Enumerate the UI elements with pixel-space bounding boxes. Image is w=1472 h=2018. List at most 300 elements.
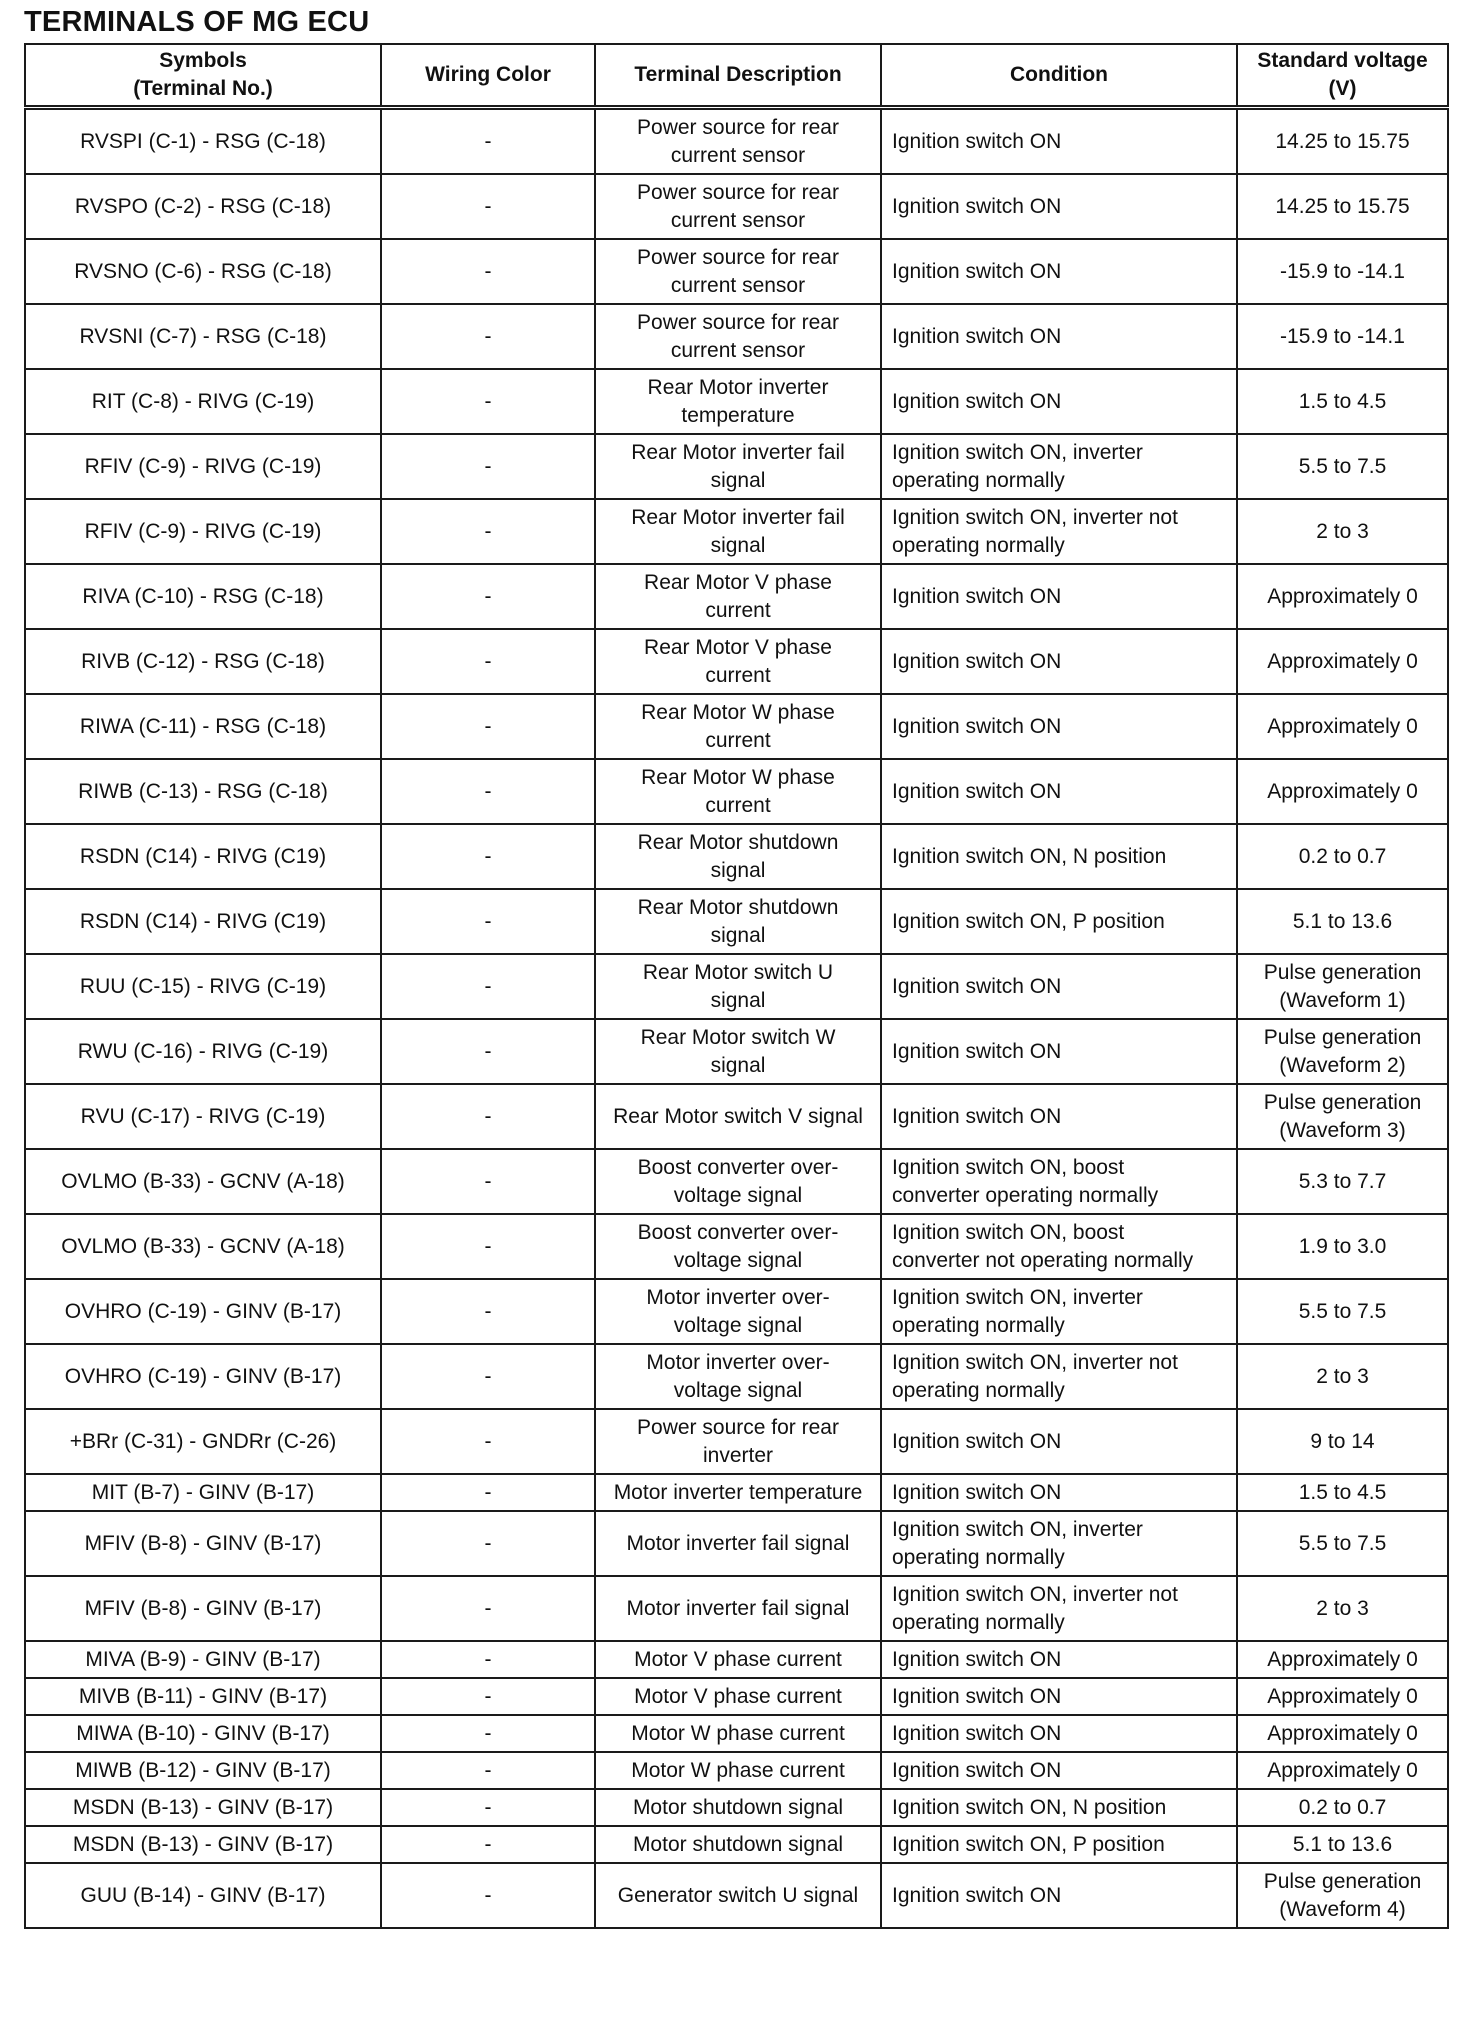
description-cell-line: Power source for rear bbox=[637, 180, 839, 204]
voltage-cell-line: Approximately 0 bbox=[1267, 779, 1418, 803]
description-cell-line: Motor inverter fail signal bbox=[626, 1531, 850, 1555]
page-title: TERMINALS OF MG ECU bbox=[24, 6, 370, 38]
description-cell-line: Motor W phase current bbox=[631, 1758, 845, 1782]
condition-cell-line: Ignition switch ON, inverter not bbox=[892, 1582, 1178, 1606]
voltage-cell-line: Approximately 0 bbox=[1267, 1647, 1418, 1671]
condition-cell bbox=[881, 369, 1237, 434]
voltage-cell bbox=[1237, 1214, 1448, 1279]
wiring-color-cell: - bbox=[381, 1279, 595, 1344]
condition-cell-line: Ignition switch ON, N position bbox=[892, 1795, 1167, 1819]
condition-cell bbox=[881, 499, 1237, 564]
symbol-cell: RIT (C-8) - RIVG (C-19) bbox=[25, 369, 381, 434]
voltage-cell-line: Approximately 0 bbox=[1267, 1684, 1418, 1708]
voltage-cell bbox=[1237, 629, 1448, 694]
description-cell-line: current bbox=[705, 793, 771, 817]
condition-cell bbox=[881, 1826, 1237, 1863]
description-cell bbox=[595, 824, 881, 889]
description-cell-line: voltage signal bbox=[673, 1378, 803, 1402]
voltage-cell bbox=[1237, 1344, 1448, 1409]
condition-cell bbox=[881, 1576, 1237, 1641]
wiring-color-cell: - bbox=[381, 174, 595, 239]
symbol-cell: RUU (C-15) - RIVG (C-19) bbox=[25, 954, 381, 1019]
wiring-color-cell: - bbox=[381, 1344, 595, 1409]
condition-cell bbox=[881, 824, 1237, 889]
condition-cell-line: Ignition switch ON bbox=[892, 1104, 1062, 1128]
wiring-color-cell: - bbox=[381, 564, 595, 629]
description-cell bbox=[595, 1789, 881, 1826]
description-cell bbox=[595, 759, 881, 824]
description-cell-line: temperature bbox=[681, 403, 795, 427]
condition-cell-line: operating normally bbox=[892, 1313, 1065, 1337]
voltage-cell bbox=[1237, 1752, 1448, 1789]
symbol-cell: RIVB (C-12) - RSG (C-18) bbox=[25, 629, 381, 694]
description-cell bbox=[595, 1084, 881, 1149]
symbol-cell: MIVB (B-11) - GINV (B-17) bbox=[25, 1678, 381, 1715]
wiring-color-cell: - bbox=[381, 1084, 595, 1149]
description-cell bbox=[595, 1344, 881, 1409]
condition-cell-line: Ignition switch ON, inverter bbox=[892, 1517, 1143, 1541]
description-cell bbox=[595, 1149, 881, 1214]
symbol-cell: OVHRO (C-19) - GINV (B-17) bbox=[25, 1279, 381, 1344]
symbol-cell: RVU (C-17) - RIVG (C-19) bbox=[25, 1084, 381, 1149]
condition-cell-line: Ignition switch ON bbox=[892, 324, 1062, 348]
description-cell bbox=[595, 629, 881, 694]
description-cell bbox=[595, 1715, 881, 1752]
table-row bbox=[25, 1678, 1448, 1715]
condition-cell bbox=[881, 564, 1237, 629]
voltage-cell bbox=[1237, 1863, 1448, 1928]
wiring-color-cell: - bbox=[381, 1474, 595, 1511]
condition-cell bbox=[881, 954, 1237, 1019]
header-voltage-line1: Standard voltage bbox=[1257, 49, 1428, 72]
voltage-cell-line: 5.5 to 7.5 bbox=[1298, 1531, 1387, 1555]
voltage-cell-line: 5.5 to 7.5 bbox=[1298, 454, 1387, 478]
description-cell-line: signal bbox=[710, 858, 766, 882]
condition-cell bbox=[881, 1019, 1237, 1084]
description-cell-line: Motor W phase current bbox=[631, 1721, 845, 1745]
description-cell-line: current sensor bbox=[670, 143, 806, 167]
description-cell-line: Power source for rear bbox=[637, 310, 839, 334]
voltage-cell bbox=[1237, 954, 1448, 1019]
condition-cell-line: Ignition switch ON bbox=[892, 1758, 1062, 1782]
description-cell-line: Rear Motor switch V signal bbox=[613, 1104, 863, 1128]
condition-cell-line: Ignition switch ON bbox=[892, 1883, 1062, 1907]
voltage-cell-line: (Waveform 1) bbox=[1279, 988, 1406, 1012]
table-row bbox=[25, 1279, 1448, 1344]
description-cell-line: Power source for rear bbox=[637, 245, 839, 269]
symbol-cell: RSDN (C14) - RIVG (C19) bbox=[25, 889, 381, 954]
condition-cell bbox=[881, 434, 1237, 499]
description-cell-line: Rear Motor V phase bbox=[644, 570, 832, 594]
description-cell bbox=[595, 108, 881, 175]
description-cell bbox=[595, 1863, 881, 1928]
table-row bbox=[25, 824, 1448, 889]
table-row bbox=[25, 369, 1448, 434]
voltage-cell-line: (Waveform 4) bbox=[1279, 1897, 1406, 1921]
condition-cell bbox=[881, 239, 1237, 304]
condition-cell bbox=[881, 1641, 1237, 1678]
wiring-color-cell: - bbox=[381, 629, 595, 694]
voltage-cell-line: 5.1 to 13.6 bbox=[1292, 909, 1393, 933]
description-cell-line: Rear Motor switch W bbox=[640, 1025, 836, 1049]
condition-cell-line: Ignition switch ON, P position bbox=[892, 909, 1165, 933]
description-cell-line: Motor inverter over- bbox=[646, 1350, 830, 1374]
description-cell-line: Generator switch U signal bbox=[617, 1883, 859, 1907]
table-body bbox=[25, 108, 1448, 1929]
voltage-cell bbox=[1237, 889, 1448, 954]
header-standard-voltage bbox=[1237, 44, 1448, 108]
symbol-cell: RVSNO (C-6) - RSG (C-18) bbox=[25, 239, 381, 304]
description-cell-line: Rear Motor W phase bbox=[641, 700, 835, 724]
symbol-cell: MSDN (B-13) - GINV (B-17) bbox=[25, 1789, 381, 1826]
table-row bbox=[25, 564, 1448, 629]
table-row bbox=[25, 889, 1448, 954]
table-row bbox=[25, 1789, 1448, 1826]
wiring-color-cell: - bbox=[381, 1149, 595, 1214]
header-symbols bbox=[25, 44, 381, 108]
description-cell-line: current sensor bbox=[670, 208, 806, 232]
table-row bbox=[25, 1409, 1448, 1474]
description-cell-line: Motor inverter temperature bbox=[613, 1480, 863, 1504]
condition-cell bbox=[881, 1752, 1237, 1789]
condition-cell bbox=[881, 174, 1237, 239]
table-row bbox=[25, 1826, 1448, 1863]
table-row bbox=[25, 1084, 1448, 1149]
voltage-cell-line: 5.3 to 7.7 bbox=[1298, 1169, 1387, 1193]
description-cell-line: Motor V phase current bbox=[634, 1684, 842, 1708]
condition-cell-line: Ignition switch ON bbox=[892, 1039, 1062, 1063]
table-row bbox=[25, 304, 1448, 369]
condition-cell-line: Ignition switch ON bbox=[892, 389, 1062, 413]
condition-cell-line: Ignition switch ON bbox=[892, 1429, 1062, 1453]
table-row bbox=[25, 759, 1448, 824]
description-cell bbox=[595, 304, 881, 369]
description-cell bbox=[595, 1576, 881, 1641]
description-cell bbox=[595, 1214, 881, 1279]
condition-cell bbox=[881, 1279, 1237, 1344]
wiring-color-cell: - bbox=[381, 239, 595, 304]
symbol-cell: RIWA (C-11) - RSG (C-18) bbox=[25, 694, 381, 759]
description-cell-line: current bbox=[705, 663, 771, 687]
voltage-cell-line: (Waveform 2) bbox=[1279, 1053, 1406, 1077]
description-cell bbox=[595, 174, 881, 239]
description-cell-line: current bbox=[705, 728, 771, 752]
description-cell bbox=[595, 434, 881, 499]
condition-cell bbox=[881, 629, 1237, 694]
description-cell-line: voltage signal bbox=[673, 1313, 803, 1337]
condition-cell-line: Ignition switch ON bbox=[892, 129, 1062, 153]
condition-cell-line: converter operating normally bbox=[892, 1183, 1159, 1207]
description-cell-line: Rear Motor switch U bbox=[642, 960, 834, 984]
voltage-cell bbox=[1237, 239, 1448, 304]
wiring-color-cell: - bbox=[381, 1641, 595, 1678]
voltage-cell-line: Approximately 0 bbox=[1267, 649, 1418, 673]
condition-cell-line: operating normally bbox=[892, 1610, 1065, 1634]
condition-cell bbox=[881, 1511, 1237, 1576]
description-cell-line: Motor V phase current bbox=[634, 1647, 842, 1671]
voltage-cell-line: Pulse generation bbox=[1263, 1090, 1422, 1114]
description-cell-line: voltage signal bbox=[673, 1248, 803, 1272]
description-cell-line: current sensor bbox=[670, 338, 806, 362]
table-row bbox=[25, 1474, 1448, 1511]
condition-cell-line: Ignition switch ON, P position bbox=[892, 1832, 1165, 1856]
description-cell-line: Motor shutdown signal bbox=[632, 1795, 844, 1819]
description-cell bbox=[595, 239, 881, 304]
condition-cell bbox=[881, 1678, 1237, 1715]
voltage-cell-line: -15.9 to -14.1 bbox=[1280, 259, 1405, 283]
voltage-cell-line: 0.2 to 0.7 bbox=[1298, 1795, 1387, 1819]
voltage-cell-line: 5.5 to 7.5 bbox=[1298, 1299, 1387, 1323]
condition-cell-line: Ignition switch ON, boost bbox=[892, 1155, 1125, 1179]
voltage-cell bbox=[1237, 1474, 1448, 1511]
voltage-cell-line: 14.25 to 15.75 bbox=[1275, 129, 1410, 153]
voltage-cell bbox=[1237, 1789, 1448, 1826]
voltage-cell bbox=[1237, 108, 1448, 175]
condition-cell bbox=[881, 1214, 1237, 1279]
description-cell-line: Rear Motor V phase bbox=[644, 635, 832, 659]
table-row bbox=[25, 1149, 1448, 1214]
symbol-cell: RFIV (C-9) - RIVG (C-19) bbox=[25, 499, 381, 564]
symbol-cell: RIWB (C-13) - RSG (C-18) bbox=[25, 759, 381, 824]
condition-cell bbox=[881, 759, 1237, 824]
voltage-cell-line: 2 to 3 bbox=[1316, 519, 1369, 543]
voltage-cell-line: Pulse generation bbox=[1263, 1025, 1422, 1049]
symbol-cell: +BRr (C-31) - GNDRr (C-26) bbox=[25, 1409, 381, 1474]
voltage-cell-line: 2 to 3 bbox=[1316, 1364, 1369, 1388]
voltage-cell-line: Approximately 0 bbox=[1267, 714, 1418, 738]
voltage-cell bbox=[1237, 759, 1448, 824]
table-row bbox=[25, 1641, 1448, 1678]
description-cell bbox=[595, 694, 881, 759]
description-cell bbox=[595, 1474, 881, 1511]
description-cell bbox=[595, 564, 881, 629]
voltage-cell-line: (Waveform 3) bbox=[1279, 1118, 1406, 1142]
wiring-color-cell: - bbox=[381, 1019, 595, 1084]
wiring-color-cell: - bbox=[381, 108, 595, 175]
condition-cell-line: Ignition switch ON bbox=[892, 714, 1062, 738]
description-cell bbox=[595, 1826, 881, 1863]
header-row bbox=[25, 44, 1448, 108]
wiring-color-cell: - bbox=[381, 1576, 595, 1641]
condition-cell-line: Ignition switch ON bbox=[892, 649, 1062, 673]
voltage-cell-line: 14.25 to 15.75 bbox=[1275, 194, 1410, 218]
condition-cell-line: Ignition switch ON, inverter bbox=[892, 440, 1143, 464]
condition-cell-line: converter not operating normally bbox=[892, 1248, 1194, 1272]
table-row bbox=[25, 1344, 1448, 1409]
symbol-cell: RVSPO (C-2) - RSG (C-18) bbox=[25, 174, 381, 239]
table-row bbox=[25, 954, 1448, 1019]
description-cell bbox=[595, 1409, 881, 1474]
voltage-cell bbox=[1237, 174, 1448, 239]
voltage-cell-line: 9 to 14 bbox=[1310, 1429, 1375, 1453]
condition-cell bbox=[881, 694, 1237, 759]
symbol-cell: GUU (B-14) - GINV (B-17) bbox=[25, 1863, 381, 1928]
voltage-cell bbox=[1237, 1678, 1448, 1715]
voltage-cell-line: 0.2 to 0.7 bbox=[1298, 844, 1387, 868]
description-cell-line: signal bbox=[710, 468, 766, 492]
voltage-cell-line: Pulse generation bbox=[1263, 1869, 1422, 1893]
header-symbols-line2: (Terminal No.) bbox=[133, 77, 273, 100]
voltage-cell-line: 1.9 to 3.0 bbox=[1298, 1234, 1387, 1258]
wiring-color-cell: - bbox=[381, 1409, 595, 1474]
condition-cell bbox=[881, 304, 1237, 369]
wiring-color-cell: - bbox=[381, 1826, 595, 1863]
wiring-color-cell: - bbox=[381, 434, 595, 499]
table-row bbox=[25, 174, 1448, 239]
voltage-cell bbox=[1237, 1279, 1448, 1344]
description-cell-line: signal bbox=[710, 923, 766, 947]
condition-cell-line: Ignition switch ON bbox=[892, 1480, 1062, 1504]
voltage-cell bbox=[1237, 1019, 1448, 1084]
voltage-cell bbox=[1237, 1511, 1448, 1576]
wiring-color-cell: - bbox=[381, 694, 595, 759]
condition-cell-line: Ignition switch ON bbox=[892, 1721, 1062, 1745]
voltage-cell bbox=[1237, 694, 1448, 759]
description-cell-line: Rear Motor inverter fail bbox=[631, 505, 845, 529]
symbol-cell: MSDN (B-13) - GINV (B-17) bbox=[25, 1826, 381, 1863]
condition-cell bbox=[881, 1084, 1237, 1149]
description-cell-line: Rear Motor inverter fail bbox=[631, 440, 845, 464]
wiring-color-cell: - bbox=[381, 759, 595, 824]
wiring-color-cell: - bbox=[381, 889, 595, 954]
condition-cell bbox=[881, 1789, 1237, 1826]
voltage-cell bbox=[1237, 1826, 1448, 1863]
condition-cell-line: Ignition switch ON, inverter bbox=[892, 1285, 1143, 1309]
condition-cell bbox=[881, 108, 1237, 175]
description-cell bbox=[595, 954, 881, 1019]
wiring-color-cell: - bbox=[381, 1678, 595, 1715]
wiring-color-cell: - bbox=[381, 1214, 595, 1279]
wiring-color-cell: - bbox=[381, 1752, 595, 1789]
condition-cell-line: Ignition switch ON bbox=[892, 974, 1062, 998]
wiring-color-cell: - bbox=[381, 1789, 595, 1826]
condition-cell-line: Ignition switch ON bbox=[892, 1684, 1062, 1708]
voltage-cell bbox=[1237, 434, 1448, 499]
header-condition: Condition bbox=[881, 44, 1237, 108]
condition-cell bbox=[881, 1149, 1237, 1214]
voltage-cell-line: Pulse generation bbox=[1263, 960, 1422, 984]
voltage-cell bbox=[1237, 1149, 1448, 1214]
table-row bbox=[25, 239, 1448, 304]
symbol-cell: MFIV (B-8) - GINV (B-17) bbox=[25, 1511, 381, 1576]
description-cell bbox=[595, 499, 881, 564]
condition-cell-line: operating normally bbox=[892, 1545, 1065, 1569]
table-row bbox=[25, 1214, 1448, 1279]
voltage-cell bbox=[1237, 564, 1448, 629]
header-symbols-line1: Symbols bbox=[159, 49, 247, 72]
voltage-cell bbox=[1237, 1409, 1448, 1474]
voltage-cell bbox=[1237, 304, 1448, 369]
symbol-cell: RIVA (C-10) - RSG (C-18) bbox=[25, 564, 381, 629]
table-row bbox=[25, 108, 1448, 175]
table-row bbox=[25, 1576, 1448, 1641]
description-cell-line: current sensor bbox=[670, 273, 806, 297]
table-row bbox=[25, 629, 1448, 694]
condition-cell-line: operating normally bbox=[892, 468, 1065, 492]
condition-cell-line: Ignition switch ON bbox=[892, 259, 1062, 283]
symbol-cell: RFIV (C-9) - RIVG (C-19) bbox=[25, 434, 381, 499]
header-voltage-line2: (V) bbox=[1328, 77, 1357, 100]
condition-cell bbox=[881, 889, 1237, 954]
symbol-cell: OVLMO (B-33) - GCNV (A-18) bbox=[25, 1149, 381, 1214]
symbol-cell: RVSNI (C-7) - RSG (C-18) bbox=[25, 304, 381, 369]
table-row bbox=[25, 1511, 1448, 1576]
description-cell-line: Power source for rear bbox=[637, 115, 839, 139]
description-cell-line: signal bbox=[710, 1053, 766, 1077]
wiring-color-cell: - bbox=[381, 824, 595, 889]
condition-cell-line: operating normally bbox=[892, 533, 1065, 557]
description-cell bbox=[595, 1752, 881, 1789]
symbol-cell: MIVA (B-9) - GINV (B-17) bbox=[25, 1641, 381, 1678]
condition-cell bbox=[881, 1344, 1237, 1409]
voltage-cell bbox=[1237, 1576, 1448, 1641]
wiring-color-cell: - bbox=[381, 954, 595, 1019]
wiring-color-cell: - bbox=[381, 499, 595, 564]
condition-cell bbox=[881, 1715, 1237, 1752]
description-cell-line: Motor shutdown signal bbox=[632, 1832, 844, 1856]
condition-cell-line: Ignition switch ON bbox=[892, 194, 1062, 218]
table-row bbox=[25, 1715, 1448, 1752]
description-cell-line: Rear Motor shutdown bbox=[637, 895, 839, 919]
description-cell bbox=[595, 1511, 881, 1576]
symbol-cell: RSDN (C14) - RIVG (C19) bbox=[25, 824, 381, 889]
description-cell bbox=[595, 1678, 881, 1715]
wiring-color-cell: - bbox=[381, 1863, 595, 1928]
table-row bbox=[25, 1752, 1448, 1789]
condition-cell-line: Ignition switch ON, inverter not bbox=[892, 505, 1178, 529]
symbol-cell: MIWA (B-10) - GINV (B-17) bbox=[25, 1715, 381, 1752]
wiring-color-cell: - bbox=[381, 304, 595, 369]
voltage-cell-line: 2 to 3 bbox=[1316, 1596, 1369, 1620]
condition-cell-line: Ignition switch ON, inverter not bbox=[892, 1350, 1178, 1374]
wiring-color-cell: - bbox=[381, 369, 595, 434]
voltage-cell-line: 5.1 to 13.6 bbox=[1292, 1832, 1393, 1856]
condition-cell-line: Ignition switch ON bbox=[892, 779, 1062, 803]
description-cell-line: Boost converter over- bbox=[637, 1155, 839, 1179]
condition-cell-line: Ignition switch ON, boost bbox=[892, 1220, 1125, 1244]
voltage-cell-line: 1.5 to 4.5 bbox=[1298, 1480, 1387, 1504]
voltage-cell bbox=[1237, 1715, 1448, 1752]
voltage-cell bbox=[1237, 499, 1448, 564]
condition-cell bbox=[881, 1474, 1237, 1511]
description-cell-line: signal bbox=[710, 533, 766, 557]
description-cell-line: current bbox=[705, 598, 771, 622]
condition-cell-line: Ignition switch ON, N position bbox=[892, 844, 1167, 868]
condition-cell bbox=[881, 1409, 1237, 1474]
header-wiring-color: Wiring Color bbox=[381, 44, 595, 108]
table-row bbox=[25, 1863, 1448, 1928]
symbol-cell: MFIV (B-8) - GINV (B-17) bbox=[25, 1576, 381, 1641]
table-row bbox=[25, 434, 1448, 499]
symbol-cell: OVLMO (B-33) - GCNV (A-18) bbox=[25, 1214, 381, 1279]
symbol-cell: RWU (C-16) - RIVG (C-19) bbox=[25, 1019, 381, 1084]
voltage-cell-line: Approximately 0 bbox=[1267, 1721, 1418, 1745]
description-cell bbox=[595, 889, 881, 954]
description-cell-line: Boost converter over- bbox=[637, 1220, 839, 1244]
description-cell bbox=[595, 369, 881, 434]
description-cell-line: Rear Motor shutdown bbox=[637, 830, 839, 854]
description-cell-line: inverter bbox=[702, 1443, 774, 1467]
symbol-cell: MIT (B-7) - GINV (B-17) bbox=[25, 1474, 381, 1511]
table-row bbox=[25, 694, 1448, 759]
description-cell-line: Motor inverter fail signal bbox=[626, 1596, 850, 1620]
voltage-cell-line: 1.5 to 4.5 bbox=[1298, 389, 1387, 413]
voltage-cell bbox=[1237, 1641, 1448, 1678]
description-cell bbox=[595, 1019, 881, 1084]
description-cell-line: signal bbox=[710, 988, 766, 1012]
header-terminal-description: Terminal Description bbox=[595, 44, 881, 108]
condition-cell-line: Ignition switch ON bbox=[892, 1647, 1062, 1671]
